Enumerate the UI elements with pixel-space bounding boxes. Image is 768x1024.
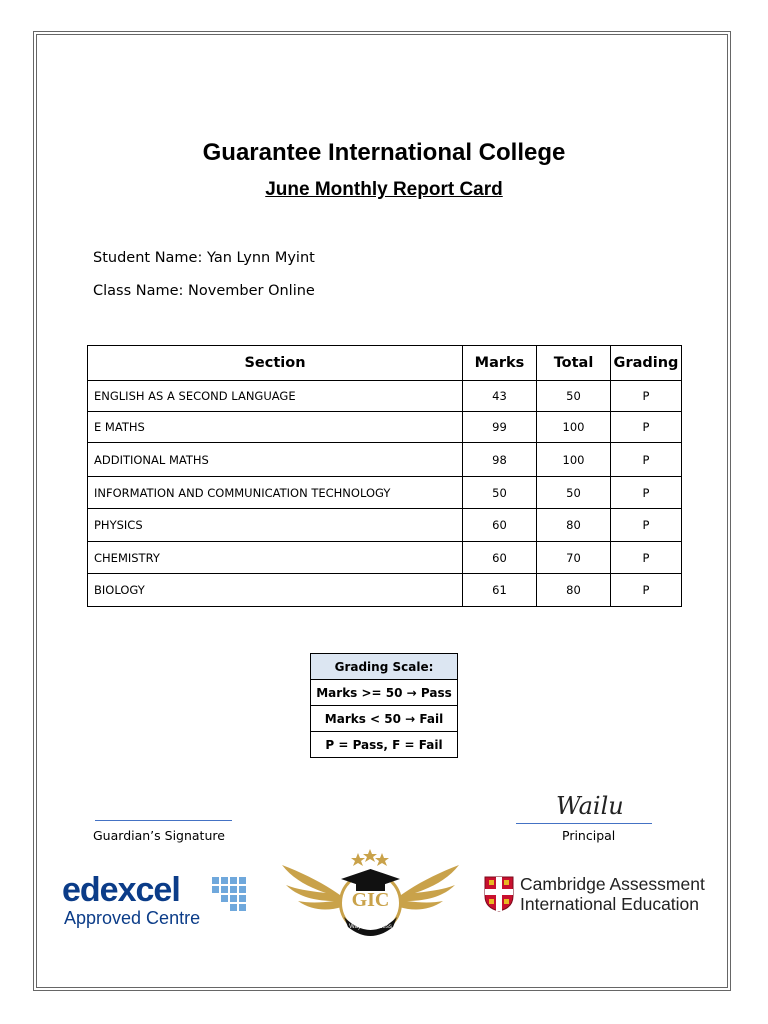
class-name: Class Name: November Online [93,283,315,299]
row-section: BIOLOGY [88,574,463,607]
edexcel-logo [62,870,252,930]
row-marks: 98 [463,443,537,477]
row-marks: 60 [463,542,537,574]
table-row [88,381,682,412]
row-grade: P [611,542,682,574]
cambridge-line-2: International Education [520,894,700,914]
table-row [88,412,682,443]
student-name: Student Name: Yan Lynn Myint [93,250,315,266]
edexcel-wordmark: edexcel [62,871,180,909]
grading-scale-pass-rule: Marks >= 50 → Pass [311,680,458,706]
row-grade: P [611,509,682,542]
report-table [87,345,682,607]
report-title-text: June Monthly Report Card [265,179,503,200]
grading-scale-fail-rule: Marks < 50 → Fail [311,706,458,732]
report-title [0,179,768,201]
row-section: INFORMATION AND COMMUNICATION TECHNOLOGY [88,477,463,509]
header-grading: Grading [611,346,682,381]
table-row [88,509,682,542]
row-marks: 60 [463,509,537,542]
principal-signature: Wailu [556,792,624,820]
table-row [88,477,682,509]
cambridge-line-1: Cambridge Assessment [520,874,705,894]
header-marks: Marks [463,346,537,381]
principal-label: Principal [562,828,616,843]
principal-signature-line [516,823,652,824]
row-grade: P [611,443,682,477]
row-section: ENGLISH AS A SECOND LANGUAGE [88,381,463,412]
report-table-header-row [88,346,682,381]
table-row [88,443,682,477]
grading-scale-table [310,653,458,758]
row-total: 70 [537,542,611,574]
row-grade: P [611,412,682,443]
header-section: Section [88,346,463,381]
grading-scale-title: Grading Scale: [311,654,458,680]
row-marks: 99 [463,412,537,443]
row-marks: 50 [463,477,537,509]
row-total: 100 [537,412,611,443]
edexcel-grid-icon [212,877,246,911]
gic-logo [278,845,463,945]
row-total: 80 [537,574,611,607]
row-marks: 61 [463,574,537,607]
gic-motto: Way to Success [349,924,392,930]
row-section: ADDITIONAL MATHS [88,443,463,477]
cambridge-logo [484,874,724,916]
gic-letters: GIC [351,889,390,911]
table-row [88,574,682,607]
guardian-signature-line [95,820,232,821]
table-row [88,542,682,574]
row-total: 80 [537,509,611,542]
row-grade: P [611,477,682,509]
row-total: 100 [537,443,611,477]
header-total: Total [537,346,611,381]
row-grade: P [611,574,682,607]
row-total: 50 [537,381,611,412]
row-section: PHYSICS [88,509,463,542]
college-name: Guarantee International College [202,139,566,166]
row-section: CHEMISTRY [88,542,463,574]
row-grade: P [611,381,682,412]
row-section: E MATHS [88,412,463,443]
grading-scale-legend: P = Pass, F = Fail [311,732,458,758]
row-marks: 43 [463,381,537,412]
guardian-signature-label: Guardian’s Signature [93,828,225,843]
row-total: 50 [537,477,611,509]
edexcel-approved-label: Approved Centre [64,908,201,928]
cambridge-shield-icon [484,876,514,912]
